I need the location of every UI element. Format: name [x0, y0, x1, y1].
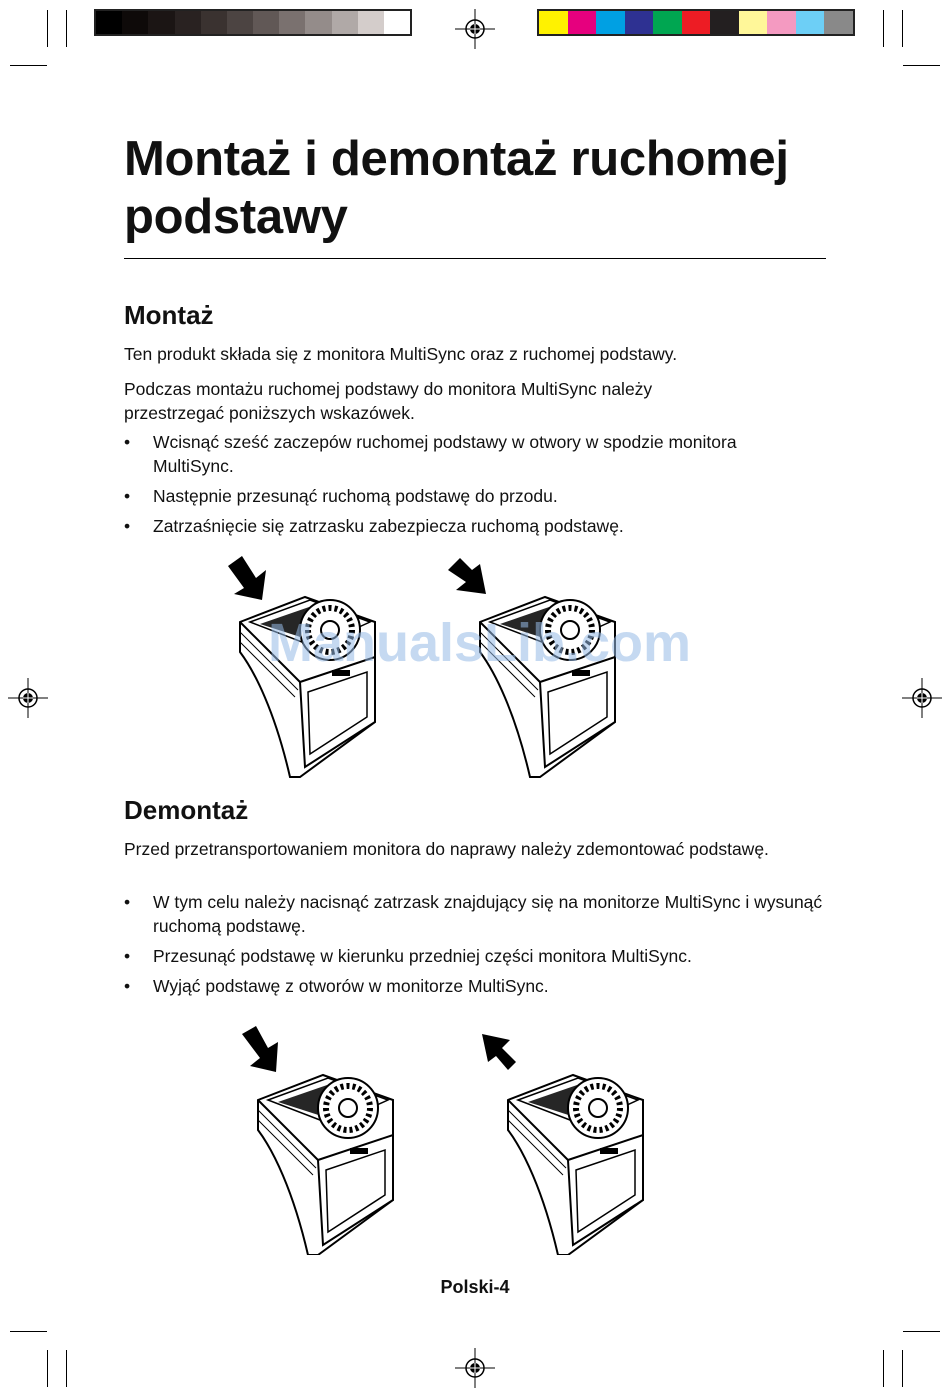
color-calibration-bar [537, 9, 855, 36]
color-swatch [710, 11, 739, 34]
gray-swatch [148, 11, 174, 34]
gray-swatch [253, 11, 279, 34]
section-heading-montaz: Montaż [124, 300, 214, 330]
list-item: • Następnie przesunąć ruchomą podstawę do przodu. [124, 484, 824, 508]
section-heading-demontaz: Demontaż [124, 795, 249, 825]
gray-swatch [384, 11, 410, 34]
color-swatch [796, 11, 825, 34]
gray-swatch [332, 11, 358, 34]
gray-swatch [358, 11, 384, 34]
registration-mark-left [8, 678, 48, 718]
gray-swatch [175, 11, 201, 34]
gray-swatch [96, 11, 122, 34]
watermark: ManualsLib.com [268, 613, 692, 673]
color-swatch [625, 11, 654, 34]
gray-swatch [227, 11, 253, 34]
title-rule [124, 258, 826, 259]
list-item: • Zatrzaśnięcie się zatrzasku zabezpiecza ruchomą podstawę. [124, 514, 824, 538]
gray-swatch [279, 11, 305, 34]
registration-mark-right [902, 678, 942, 718]
list-item: • Wyjąć podstawę z otworów w monitorze MultiSync. [124, 974, 824, 998]
montaz-bullet-list [124, 430, 824, 544]
color-swatch [682, 11, 711, 34]
color-swatch [596, 11, 625, 34]
registration-mark-top [455, 9, 495, 49]
demontaz-illustration [238, 1020, 658, 1255]
demontaz-paragraph-1: Przed przetransportowaniem monitora do naprawy należy zdemontować podstawę. [124, 839, 769, 859]
color-swatch [824, 11, 853, 34]
list-item: • W tym celu należy nacisnąć zatrzask znajdujący się na monitorze MultiSync i wysunąć ruchomą podstawę. [124, 890, 824, 938]
list-item: • Przesunąć podstawę w kierunku przedniej części monitora MultiSync. [124, 944, 824, 968]
gray-swatch [305, 11, 331, 34]
page-title: Montaż i demontaż ruchomej podstawy [124, 132, 789, 244]
montaz-paragraph-1: Ten produkt składa się z monitora MultiSync oraz z ruchomej podstawy. [124, 344, 678, 364]
demontaz-bullet-list [124, 890, 824, 1004]
color-swatch [653, 11, 682, 34]
color-swatch [568, 11, 597, 34]
montaz-paragraph-2: Podczas montażu ruchomej podstawy do monitora MultiSync należy przestrzegać poniższych wskazówek. [124, 379, 653, 423]
page-number: Polski-4 [440, 1277, 510, 1297]
color-swatch [767, 11, 796, 34]
registration-mark-bottom [455, 1348, 495, 1388]
color-swatch [539, 11, 568, 34]
grayscale-calibration-bar [94, 9, 412, 36]
color-swatch [739, 11, 768, 34]
gray-swatch [201, 11, 227, 34]
list-item: • Wcisnąć sześć zaczepów ruchomej podstawy w otwory w spodzie monitora MultiSync. [124, 430, 824, 478]
gray-swatch [122, 11, 148, 34]
